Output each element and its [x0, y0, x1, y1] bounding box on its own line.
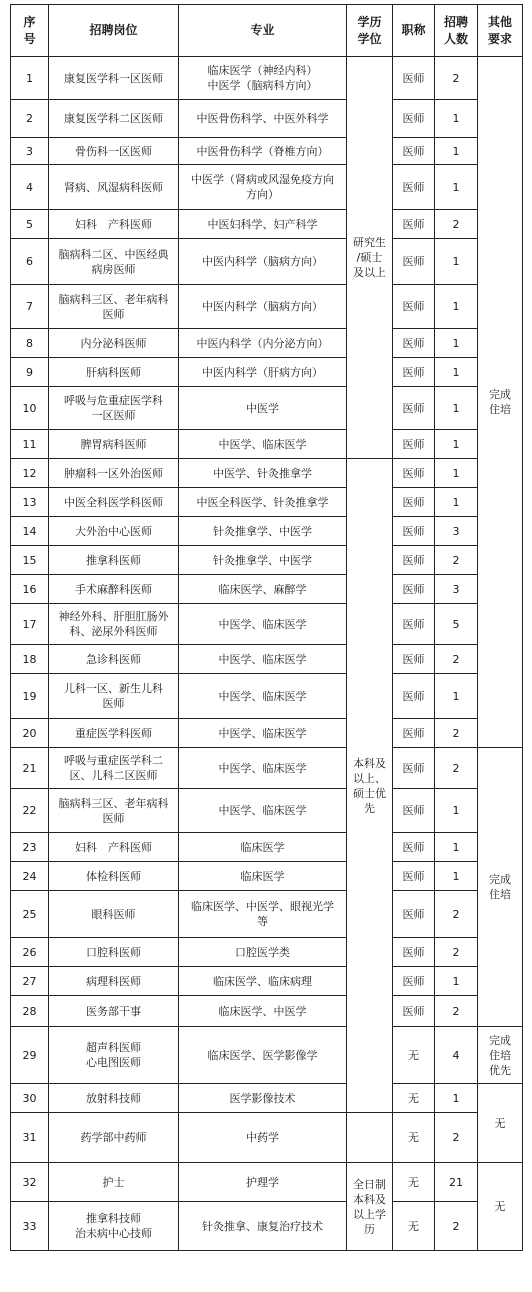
table-row: [11, 165, 523, 210]
table-row: [11, 387, 523, 430]
row-title: 医师: [393, 239, 435, 285]
row-count: 2: [435, 57, 478, 100]
row-title: 医师: [393, 210, 435, 239]
table-row: [11, 329, 523, 358]
row-major: 中药学: [179, 1113, 347, 1163]
row-post: 大外治中心医师: [49, 517, 179, 546]
row-title: 医师: [393, 329, 435, 358]
row-post: 妇科 产科医师: [49, 210, 179, 239]
row-no: 9: [11, 358, 49, 387]
row-post: 病理科医师: [49, 967, 179, 996]
row-title: 医师: [393, 430, 435, 459]
row-count: 1: [435, 329, 478, 358]
header-other: 其他 要求: [478, 5, 523, 57]
row-post: 呼吸与重症医学科二 区、儿科二区医师: [49, 748, 179, 789]
row-major: 临床医学、中医学、眼视光学 等: [179, 891, 347, 938]
table-row: [11, 546, 523, 575]
row-major: 临床医学: [179, 833, 347, 862]
row-title: 医师: [393, 575, 435, 604]
row-major: 护理学: [179, 1163, 347, 1202]
row-post: 眼科医师: [49, 891, 179, 938]
row-no: 32: [11, 1163, 49, 1202]
table-row: [11, 604, 523, 645]
table-row: [11, 748, 523, 789]
other-requirement: 完成 住培: [478, 57, 523, 748]
row-post: 内分泌科医师: [49, 329, 179, 358]
row-count: 1: [435, 100, 478, 138]
row-major: 口腔医学类: [179, 938, 347, 967]
table-body: [11, 57, 523, 1251]
row-title: 医师: [393, 719, 435, 748]
row-post: 康复医学科二区医师: [49, 100, 179, 138]
row-post: 儿科一区、新生儿科 医师: [49, 674, 179, 719]
row-no: 31: [11, 1113, 49, 1163]
row-count: 2: [435, 891, 478, 938]
row-title: 医师: [393, 57, 435, 100]
row-no: 28: [11, 996, 49, 1027]
row-title: 医师: [393, 938, 435, 967]
row-count: 2: [435, 210, 478, 239]
table-row: [11, 891, 523, 938]
row-post: 重症医学科医师: [49, 719, 179, 748]
row-count: 3: [435, 517, 478, 546]
row-no: 25: [11, 891, 49, 938]
row-no: 3: [11, 138, 49, 165]
row-title: 医师: [393, 833, 435, 862]
row-title: 医师: [393, 862, 435, 891]
header-no: 序 号: [11, 5, 49, 57]
row-post: 放射科技师: [49, 1084, 179, 1113]
row-post: 医务部干事: [49, 996, 179, 1027]
row-count: 2: [435, 546, 478, 575]
row-title: 医师: [393, 100, 435, 138]
row-post: 口腔科医师: [49, 938, 179, 967]
row-title: 医师: [393, 138, 435, 165]
row-post: 推拿科医师: [49, 546, 179, 575]
row-title: 医师: [393, 645, 435, 674]
row-no: 11: [11, 430, 49, 459]
row-major: 临床医学（神经内科） 中医学（脑病科方向）: [179, 57, 347, 100]
row-title: 无: [393, 1113, 435, 1163]
row-no: 18: [11, 645, 49, 674]
row-title: 医师: [393, 358, 435, 387]
row-count: 2: [435, 1113, 478, 1163]
row-count: 1: [435, 387, 478, 430]
other-requirement: 完成 住培 优先: [478, 1027, 523, 1084]
row-no: 19: [11, 674, 49, 719]
row-title: 无: [393, 1202, 435, 1251]
row-major: 临床医学、麻醉学: [179, 575, 347, 604]
row-post: 脑病科三区、老年病科 医师: [49, 789, 179, 833]
row-no: 17: [11, 604, 49, 645]
row-post: 肿瘤科一区外治医师: [49, 459, 179, 488]
row-no: 27: [11, 967, 49, 996]
row-major: 中医学: [179, 387, 347, 430]
row-no: 26: [11, 938, 49, 967]
other-requirement: 完成 住培: [478, 748, 523, 1027]
row-major: 中医骨伤科学（脊椎方向）: [179, 138, 347, 165]
row-title: 医师: [393, 967, 435, 996]
table-row: [11, 210, 523, 239]
table-row: [11, 430, 523, 459]
row-no: 23: [11, 833, 49, 862]
row-title: 医师: [393, 748, 435, 789]
table-row: [11, 967, 523, 996]
row-count: 1: [435, 430, 478, 459]
row-title: 医师: [393, 891, 435, 938]
other-requirement: 无: [478, 1084, 523, 1163]
row-title: 无: [393, 1084, 435, 1113]
row-title: 无: [393, 1027, 435, 1084]
row-no: 20: [11, 719, 49, 748]
table-row: [11, 1163, 523, 1202]
row-major: 中医学、临床医学: [179, 645, 347, 674]
row-title: 医师: [393, 546, 435, 575]
header-row: [11, 5, 523, 57]
row-no: 22: [11, 789, 49, 833]
row-post: 手术麻醉科医师: [49, 575, 179, 604]
row-count: 1: [435, 967, 478, 996]
header-major: 专业: [179, 5, 347, 57]
row-title: 医师: [393, 517, 435, 546]
row-major: 针灸推拿学、中医学: [179, 517, 347, 546]
row-title: 医师: [393, 789, 435, 833]
row-post: 呼吸与危重症医学科 一区医师: [49, 387, 179, 430]
row-no: 4: [11, 165, 49, 210]
table-row: [11, 833, 523, 862]
header-edu: 学历 学位: [347, 5, 393, 57]
row-count: 1: [435, 239, 478, 285]
row-count: 3: [435, 575, 478, 604]
row-post: 急诊科医师: [49, 645, 179, 674]
row-count: 5: [435, 604, 478, 645]
table-row: [11, 1113, 523, 1163]
table-row: [11, 358, 523, 387]
row-no: 6: [11, 239, 49, 285]
table-row: [11, 719, 523, 748]
row-major: 针灸推拿学、中医学: [179, 546, 347, 575]
table-row: [11, 459, 523, 488]
row-major: 临床医学、中医学: [179, 996, 347, 1027]
row-title: 医师: [393, 387, 435, 430]
row-major: 中医学（肾病或风湿免疫方向 方向）: [179, 165, 347, 210]
row-no: 15: [11, 546, 49, 575]
row-major: 中医学、针灸推拿学: [179, 459, 347, 488]
row-no: 24: [11, 862, 49, 891]
row-no: 13: [11, 488, 49, 517]
row-count: 1: [435, 862, 478, 891]
row-no: 10: [11, 387, 49, 430]
edu-requirement: 全日制 本科及 以上学 历: [347, 1163, 393, 1251]
row-major: 临床医学、临床病理: [179, 967, 347, 996]
row-major: 针灸推拿、康复治疗技术: [179, 1202, 347, 1251]
row-post: 脾胃病科医师: [49, 430, 179, 459]
row-post: 肾病、风湿病科医师: [49, 165, 179, 210]
row-no: 2: [11, 100, 49, 138]
row-count: 2: [435, 1202, 478, 1251]
row-no: 30: [11, 1084, 49, 1113]
row-post: 妇科 产科医师: [49, 833, 179, 862]
row-no: 12: [11, 459, 49, 488]
row-count: 1: [435, 833, 478, 862]
table-row: [11, 285, 523, 329]
row-major: 中医全科医学、针灸推拿学: [179, 488, 347, 517]
row-major: 医学影像技术: [179, 1084, 347, 1113]
row-major: 中医学、临床医学: [179, 748, 347, 789]
table-row: [11, 938, 523, 967]
row-count: 21: [435, 1163, 478, 1202]
row-major: 中医骨伤科学、中医外科学: [179, 100, 347, 138]
header-post: 招聘岗位: [49, 5, 179, 57]
row-count: 1: [435, 674, 478, 719]
row-title: 医师: [393, 996, 435, 1027]
table-row: [11, 488, 523, 517]
row-count: 2: [435, 996, 478, 1027]
row-count: 1: [435, 285, 478, 329]
row-count: 1: [435, 459, 478, 488]
row-no: 5: [11, 210, 49, 239]
row-title: 医师: [393, 459, 435, 488]
row-post: 脑病科三区、老年病科 医师: [49, 285, 179, 329]
row-major: 中医内科学（脑病方向）: [179, 285, 347, 329]
row-count: 2: [435, 645, 478, 674]
row-major: 中医学、临床医学: [179, 674, 347, 719]
row-count: 1: [435, 165, 478, 210]
row-post: 康复医学科一区医师: [49, 57, 179, 100]
row-count: 1: [435, 789, 478, 833]
row-count: 2: [435, 719, 478, 748]
edu-requirement: 本科及 以上、 硕士优 先: [347, 459, 393, 1113]
table-row: [11, 996, 523, 1027]
row-post: 肝病科医师: [49, 358, 179, 387]
row-count: 1: [435, 1084, 478, 1113]
row-post: 中医全科医学科医师: [49, 488, 179, 517]
row-no: 29: [11, 1027, 49, 1084]
edu-requirement: [347, 1113, 393, 1163]
row-major: 中医内科学（肝病方向）: [179, 358, 347, 387]
row-major: 中医学、临床医学: [179, 430, 347, 459]
edu-requirement: 研究生 /硕士 及以上: [347, 57, 393, 459]
row-title: 医师: [393, 285, 435, 329]
row-major: 中医妇科学、妇产科学: [179, 210, 347, 239]
row-count: 1: [435, 138, 478, 165]
row-major: 中医学、临床医学: [179, 604, 347, 645]
row-no: 14: [11, 517, 49, 546]
other-requirement: 无: [478, 1163, 523, 1251]
row-no: 8: [11, 329, 49, 358]
row-major: 临床医学: [179, 862, 347, 891]
table-row: [11, 138, 523, 165]
row-post: 骨伤科一区医师: [49, 138, 179, 165]
row-no: 16: [11, 575, 49, 604]
row-count: 2: [435, 748, 478, 789]
table-row: [11, 789, 523, 833]
row-post: 脑病科二区、中医经典 病房医师: [49, 239, 179, 285]
recruitment-table: [10, 4, 523, 1251]
row-post: 神经外科、肝胆肛肠外 科、泌尿外科医师: [49, 604, 179, 645]
row-post: 护士: [49, 1163, 179, 1202]
table-row: [11, 239, 523, 285]
row-post: 推拿科技师 治未病中心技师: [49, 1202, 179, 1251]
row-count: 2: [435, 938, 478, 967]
row-major: 中医内科学（内分泌方向）: [179, 329, 347, 358]
table-row: [11, 575, 523, 604]
row-post: 体检科医师: [49, 862, 179, 891]
table-row: [11, 862, 523, 891]
row-no: 33: [11, 1202, 49, 1251]
row-major: 中医内科学（脑病方向）: [179, 239, 347, 285]
row-count: 4: [435, 1027, 478, 1084]
row-title: 医师: [393, 165, 435, 210]
table-row: [11, 517, 523, 546]
row-major: 中医学、临床医学: [179, 719, 347, 748]
row-no: 1: [11, 57, 49, 100]
table-row: [11, 1202, 523, 1251]
table-row: [11, 674, 523, 719]
row-count: 1: [435, 358, 478, 387]
table-row: [11, 1084, 523, 1113]
header-count: 招聘 人数: [435, 5, 478, 57]
table-row: [11, 1027, 523, 1084]
row-no: 21: [11, 748, 49, 789]
row-post: 药学部中药师: [49, 1113, 179, 1163]
row-title: 医师: [393, 488, 435, 517]
table-row: [11, 645, 523, 674]
row-title: 医师: [393, 604, 435, 645]
row-count: 1: [435, 488, 478, 517]
row-major: 临床医学、医学影像学: [179, 1027, 347, 1084]
row-major: 中医学、临床医学: [179, 789, 347, 833]
table-row: [11, 100, 523, 138]
row-no: 7: [11, 285, 49, 329]
row-post: 超声科医师 心电图医师: [49, 1027, 179, 1084]
row-title: 医师: [393, 674, 435, 719]
table-row: [11, 57, 523, 100]
row-title: 无: [393, 1163, 435, 1202]
header-title: 职称: [393, 5, 435, 57]
